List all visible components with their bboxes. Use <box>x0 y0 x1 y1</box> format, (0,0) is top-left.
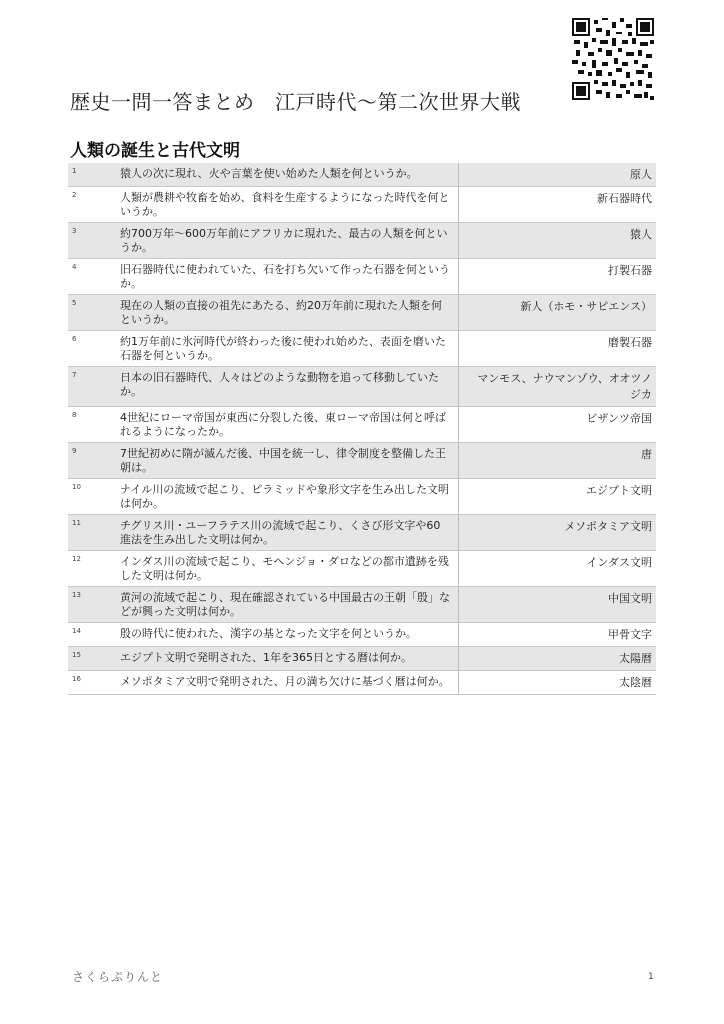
question-number: 15 <box>68 647 120 671</box>
answer-text: 磨製石器 <box>461 331 656 367</box>
question-number: 13 <box>68 587 120 623</box>
table-row <box>68 671 656 695</box>
question-number: 1 <box>68 163 120 187</box>
question-text: 旧石器時代に使われていた、石を打ち欠いて作った石器を何というか。 <box>120 259 459 295</box>
answer-text: マンモス、ナウマンゾウ、オオツノジカ <box>461 367 656 407</box>
table-row <box>68 587 656 623</box>
question-number: 8 <box>68 407 120 443</box>
question-text: 猿人の次に現れ、火や言葉を使い始めた人類を何というか。 <box>120 163 459 187</box>
question-text: 7世紀初めに隋が滅んだ後、中国を統一し、律令制度を整備した王朝は。 <box>120 443 459 479</box>
table-row <box>68 163 656 187</box>
question-text: 人類が農耕や牧畜を始め、食料を生産するようになった時代を何というか。 <box>120 187 459 223</box>
answer-text: エジプト文明 <box>461 479 656 515</box>
table-row <box>68 647 656 671</box>
question-text: メソポタミア文明で発明された、月の満ち欠けに基づく暦は何か。 <box>120 671 459 695</box>
table-row <box>68 407 656 443</box>
qa-table <box>68 163 656 695</box>
table-row <box>68 551 656 587</box>
question-number: 12 <box>68 551 120 587</box>
question-text: エジプト文明で発明された、1年を365日とする暦は何か。 <box>120 647 459 671</box>
question-text: 現在の人類の直接の祖先にあたる、約20万年前に現れた人類を何というか。 <box>120 295 459 331</box>
qr-code-icon <box>572 18 654 100</box>
table-row <box>68 259 656 295</box>
answer-text: 猿人 <box>461 223 656 259</box>
question-number: 10 <box>68 479 120 515</box>
question-text: 約1万年前に氷河時代が終わった後に使われ始めた、表面を磨いた石器を何というか。 <box>120 331 459 367</box>
question-text: 約700万年～600万年前にアフリカに現れた、最古の人類を何というか。 <box>120 223 459 259</box>
table-row <box>68 515 656 551</box>
answer-text: 原人 <box>461 163 656 187</box>
question-number: 4 <box>68 259 120 295</box>
table-row <box>68 443 656 479</box>
section-title: 人類の誕生と古代文明 <box>70 141 240 161</box>
answer-text: 打製石器 <box>461 259 656 295</box>
answer-text: ビザンツ帝国 <box>461 407 656 443</box>
answer-text: 唐 <box>461 443 656 479</box>
table-row <box>68 479 656 515</box>
question-text: 殷の時代に使われた、漢字の基となった文字を何というか。 <box>120 623 459 647</box>
table-row <box>68 367 656 407</box>
question-text: チグリス川・ユーフラテス川の流域で起こり、くさび形文字や60進法を生み出した文明は何か。 <box>120 515 459 551</box>
answer-text: 新人（ホモ・サピエンス） <box>461 295 656 331</box>
answer-text: メソポタミア文明 <box>461 515 656 551</box>
question-number: 3 <box>68 223 120 259</box>
table-row <box>68 331 656 367</box>
table-row <box>68 623 656 647</box>
question-text: 4世紀にローマ帝国が東西に分裂した後、東ローマ帝国は何と呼ばれるようになったか。 <box>120 407 459 443</box>
question-number: 9 <box>68 443 120 479</box>
question-text: 黄河の流域で起こり、現在確認されている中国最古の王朝「殷」などが興った文明は何か。 <box>120 587 459 623</box>
answer-text: 太陰暦 <box>461 671 656 695</box>
question-text: インダス川の流域で起こり、モヘンジョ・ダロなどの都市遺跡を残した文明は何か。 <box>120 551 459 587</box>
answer-text: 甲骨文字 <box>461 623 656 647</box>
table-row <box>68 187 656 223</box>
question-number: 14 <box>68 623 120 647</box>
answer-text: 太陽暦 <box>461 647 656 671</box>
question-number: 6 <box>68 331 120 367</box>
answer-text: 中国文明 <box>461 587 656 623</box>
answer-text: 新石器時代 <box>461 187 656 223</box>
table-row <box>68 295 656 331</box>
document-title: 歴史一問一答まとめ 江戸時代～第二次世界大戦 <box>70 90 521 114</box>
question-text: 日本の旧石器時代、人々はどのような動物を追って移動していたか。 <box>120 367 459 407</box>
question-number: 11 <box>68 515 120 551</box>
table-row <box>68 223 656 259</box>
page-number: 1 <box>648 972 654 982</box>
question-number: 5 <box>68 295 120 331</box>
question-number: 16 <box>68 671 120 695</box>
answer-text: インダス文明 <box>461 551 656 587</box>
question-text: ナイル川の流域で起こり、ピラミッドや象形文字を生み出した文明は何か。 <box>120 479 459 515</box>
footer-brand: さくらぷりんと <box>72 970 164 984</box>
question-number: 7 <box>68 367 120 407</box>
question-number: 2 <box>68 187 120 223</box>
